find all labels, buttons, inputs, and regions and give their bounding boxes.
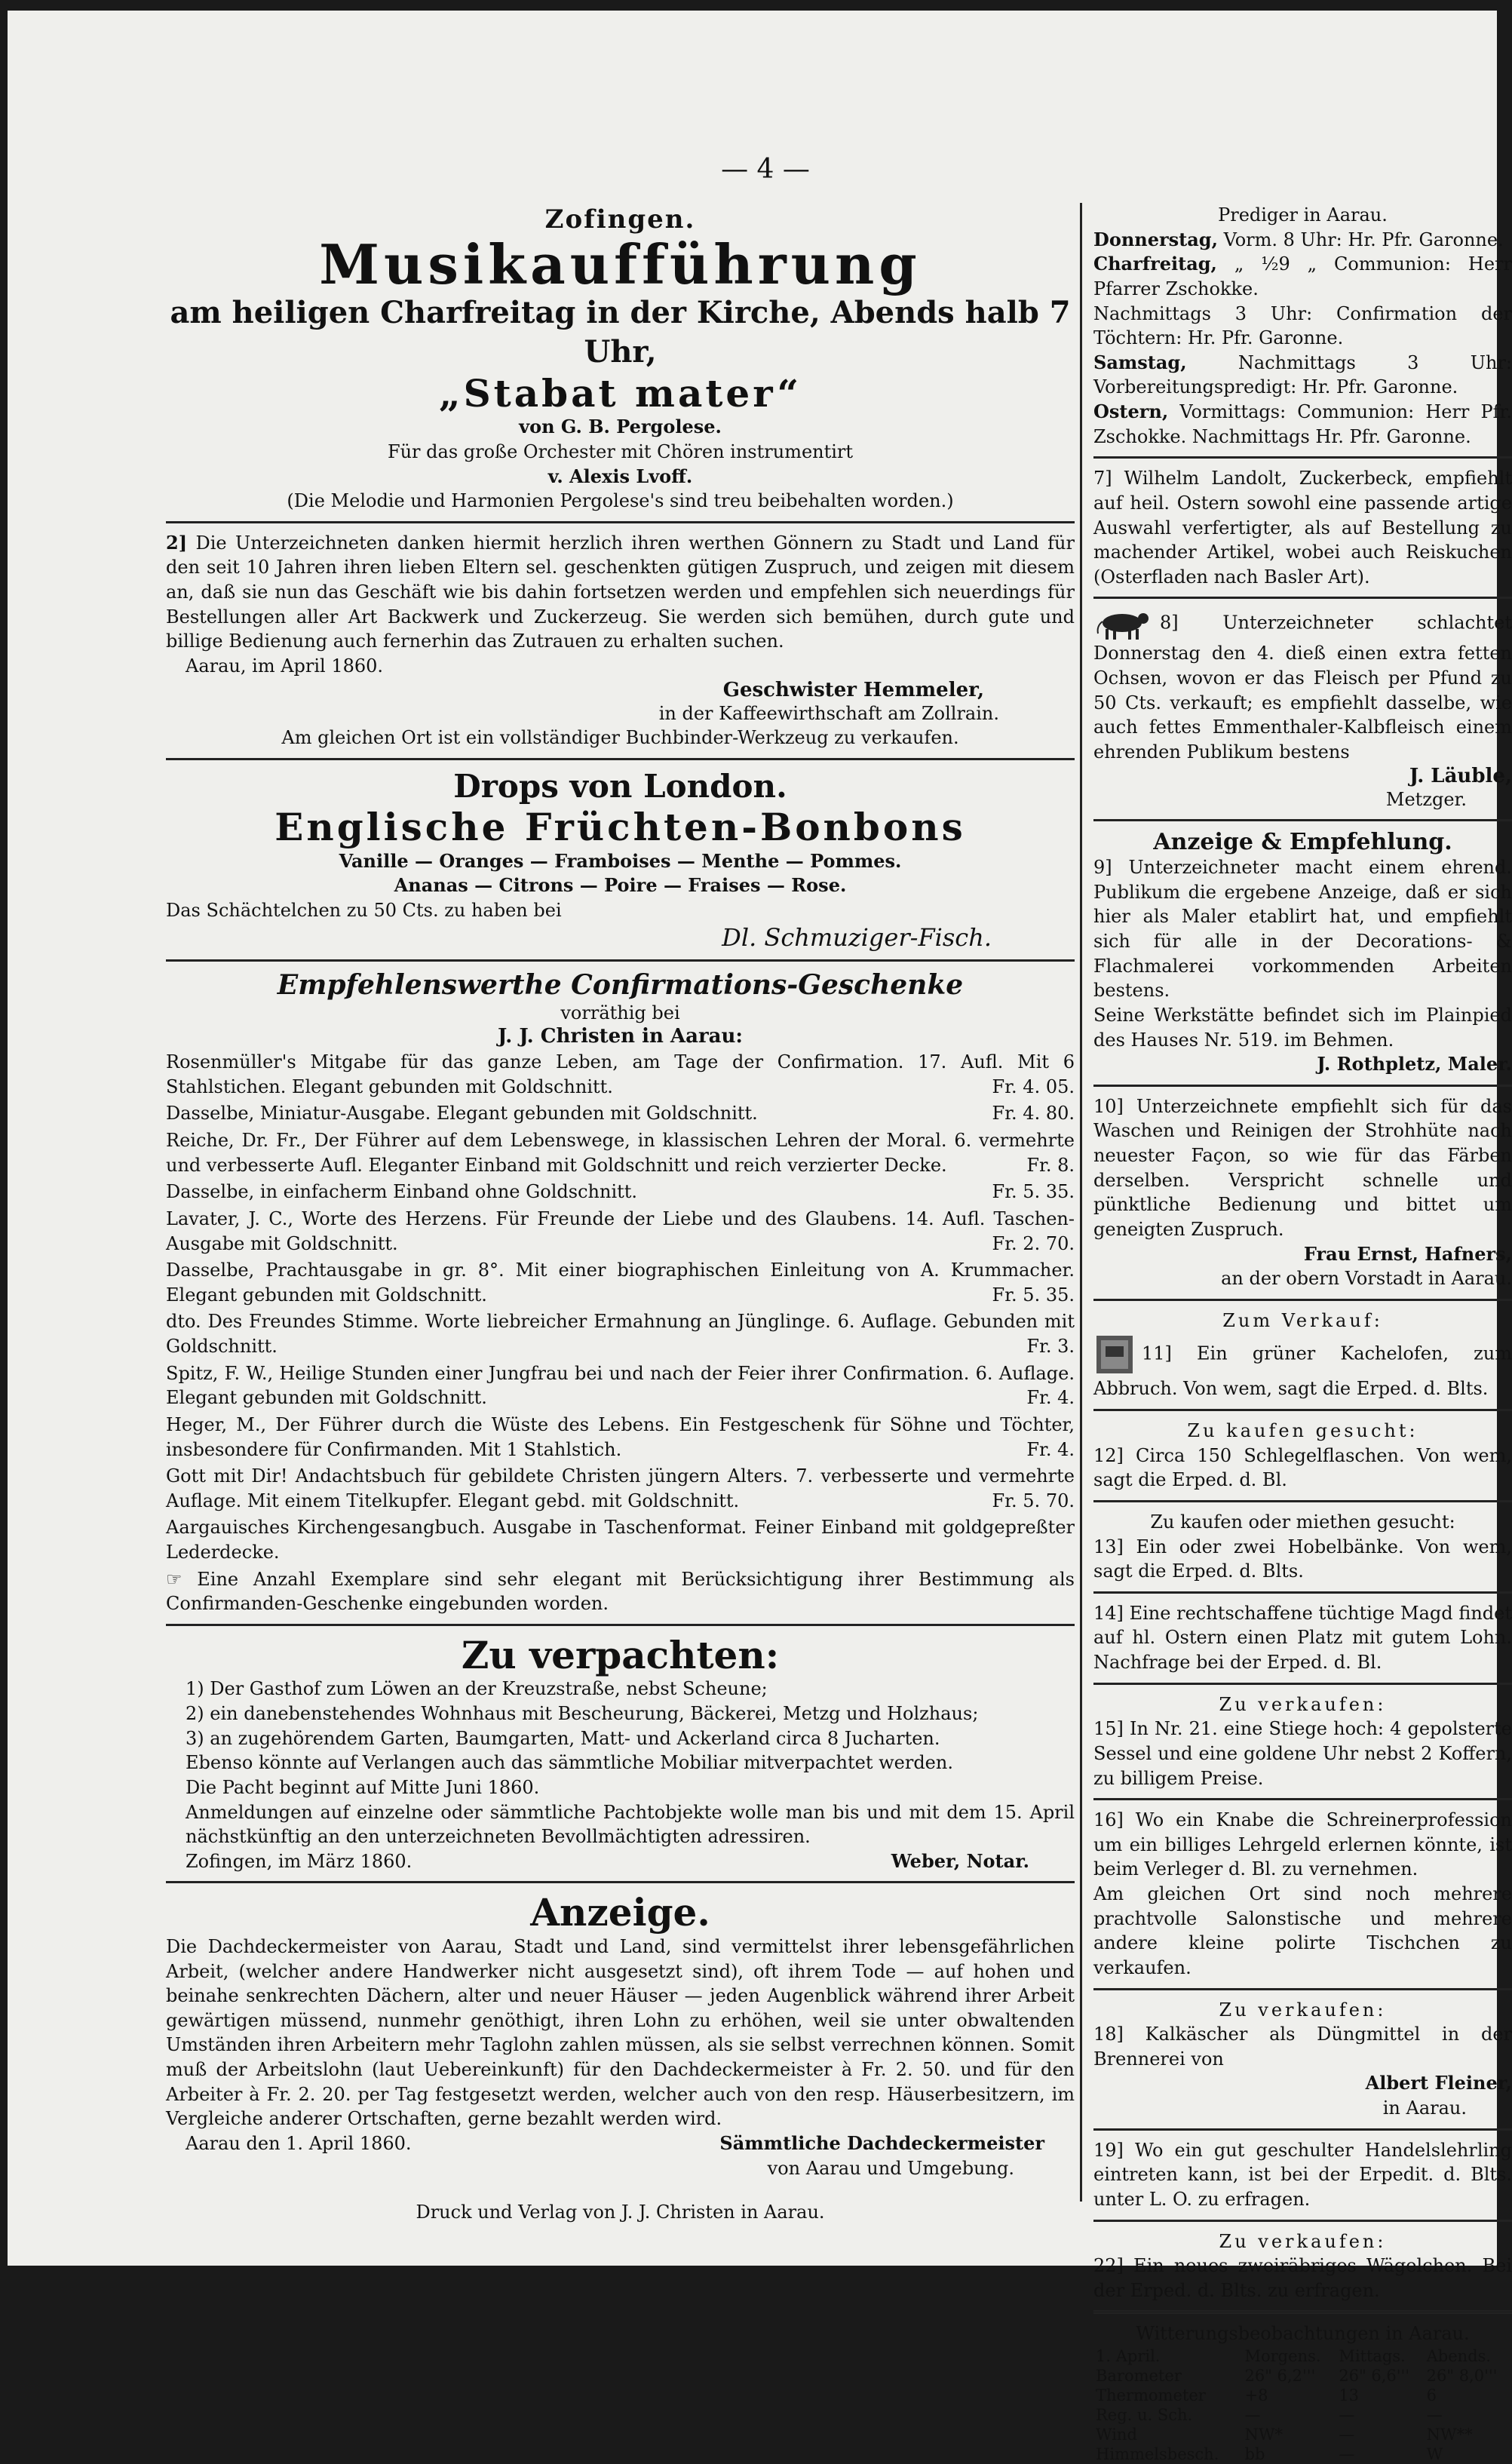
lease-text: Die Pacht beginnt auf Mitte Juni 1860. xyxy=(186,1776,540,1798)
notice-date: Aarau den 1. April 1860. xyxy=(186,2132,412,2154)
page-number: — 4 — xyxy=(721,154,810,185)
ad-text: 12] Circa 150 Schlegelflaschen. Von wem, sagt die Erped. d. Bl. xyxy=(1093,1444,1512,1491)
book-item: Rosenmüller's Mitgabe für das ganze Leben, am Tage der Confirmation. 17. Aufl. Mit 6 Stahlstichen. Elegant gebunden mit Goldschnitt. Fr. 4. 05. xyxy=(166,1051,1075,1097)
ad-signer: J. Rothpletz, Maler. xyxy=(1317,1053,1512,1076)
weather-row: Himmelsbesch. bb — W xyxy=(1096,2445,1443,2463)
ad-text: 18] Kalkäscher als Düngmittel in der Brennerei von xyxy=(1093,2024,1512,2070)
right-column xyxy=(1093,203,1512,2464)
drops-ad xyxy=(166,768,1075,952)
divider xyxy=(1093,1591,1512,1594)
lease-ad xyxy=(166,1634,1075,1874)
divider xyxy=(166,1881,1075,1883)
ad-note: Am gleichen Ort ist ein vollständiger Buchbinder-Werkzeug zu verkaufen. xyxy=(281,727,959,749)
sermon-row: Donnerstag, Vorm. 8 Uhr: Hr. Pfr. Garonne. xyxy=(1093,228,1504,250)
ad-text: 22] Ein neues zweiräbriges Wägelchen. Bei der Erped. d. Blts. zu erfragen. xyxy=(1093,2255,1512,2301)
divider xyxy=(166,959,1075,962)
drops-title: Drops von London. xyxy=(453,767,787,805)
divider xyxy=(1093,2220,1512,2222)
ad-13 xyxy=(1093,1510,1512,1584)
books-title: Empfehlenswerthe Confirmations-Geschenke xyxy=(277,968,964,1001)
concert-ad xyxy=(166,203,1075,514)
weather-row: Barometer 26" 6,2''' 26" 6,6''' 26" 8,0''' xyxy=(1096,2367,1498,2385)
concert-line1: am heiligen Charfreitag in der Kirche, Abends halb 7 Uhr, xyxy=(170,294,1071,370)
concert-composer: von G. B. Pergolese. xyxy=(519,416,722,438)
book-item: Dasselbe, Miniatur-Ausgabe. Elegant gebunden mit Goldschnitt. Fr. 4. 80. xyxy=(166,1103,1075,1125)
ad-7: 7] Wilhelm Landolt, Zuckerbeck, empfiehlt auf heil. Ostern sowohl eine passende artige Auswahl verfertigter, als auf Bestellung zu machender Artikel, wobei auch Reiskuchen (Osterfladen nach Basler Art). xyxy=(1093,468,1512,588)
drops-flavors-2: Ananas — Citrons — Poire — Fraises — Rose. xyxy=(394,874,847,897)
divider xyxy=(166,521,1075,523)
left-column xyxy=(166,203,1075,2180)
sermon-row: Ostern, Vormittags: Communion: Herr Pfr. Zschokke. Nachmittags Hr. Pfr. Garonne. xyxy=(1093,400,1512,447)
ad-date: Aarau, im April 1860. xyxy=(186,655,384,677)
ad-head: Zu kaufen gesucht: xyxy=(1187,1420,1418,1441)
sermon-row: Charfreitag, „ ½9 „ Communion: Herr Pfarrer Zschokke. xyxy=(1093,253,1512,299)
ad-19: 19] Wo ein gut geschulter Handelslehrling eintreten kann, ist bei der Erpedit. d. Blts. unter L. O. zu erfragen. xyxy=(1093,2139,1512,2210)
ad-text: Die Unterzeichneten danken hiermit herzlich ihren werthen Gönnern zu Stadt und Land für den seit 10 Jahren ihren lieben Eltern sel. geschenkten gütigen Zuspruch, und zeigen mit diesem an, daß sie nun das Geschäft wie bis dahin fortsetzen werden und empfehlen sich neuerdings für Bestellungen aller Art Backwerk und Zuckerzeug. Sie werden sich bemühen, durch gute und billige Bedienung auch fernerhin das Zutrauen zu erhalten suchen. xyxy=(166,532,1075,652)
book-item: Dasselbe, Prachtausgabe in gr. 8°. Mit einer biographischen Einleitung von A. Krummacher. Elegant gebunden mit Goldschnitt. Fr. 5. 35. xyxy=(166,1260,1075,1306)
ox-icon xyxy=(1093,606,1154,641)
divider xyxy=(1093,1683,1512,1685)
notice-text: Die Dachdeckermeister von Aarau, Stadt und Land, sind vermittelst ihrer lebensgefährlichen Arbeit, (welcher andere Handwerker nicht ausgesetzt sind), oft ihrem Tode — auf hohen und beinahe senkrechten Dächern, alter und neuer Häuser — jeden Augenblick während ihrer Arbeit gewärtigen müssend, nunmehr genöthigt, ihren Lohn zu erhöhen, weil sie unter obwaltenden Umständen ihren Arbeitern mehr Taglohn zahlen müssen, als sie selbst verrechnen können. Somit muß der Arbeitslohn (laut Uebereinkunft) für den Dachdeckermeister à Fr. 2. 50. und für den Arbeiter à Fr. 2. 20. per Tag festgesetzt werden, welcher auch von den resp. Häuserbesitzern, im Vergleiche anderer Ortschaften, gerne bezahlt werden wird. xyxy=(166,1935,1075,2130)
divider xyxy=(1093,819,1512,821)
ad-text: 9] Unterzeichneter macht einem ehrend. Publikum die ergebene Anzeige, daß er sich hier als Maler etablirt hat, und empfiehlt sich für alle in der Decorations- & Flachmalerei vorkommenden Arbeiten bestens. xyxy=(1093,857,1512,1002)
ad-text: Seine Werkstätte befindet sich im Plainpied des Hauses Nr. 519. im Behmen. xyxy=(1093,1004,1512,1051)
notice-signer: Sämmtliche Dachdeckermeister xyxy=(719,2131,1044,2154)
concert-place: Zofingen. xyxy=(544,204,696,235)
ad-2 xyxy=(166,531,1075,750)
ad-title: Anzeige & Empfehlung. xyxy=(1153,829,1452,856)
divider xyxy=(1093,1798,1512,1800)
newspaper-page xyxy=(8,11,1512,2463)
concert-arr2: v. Alexis Lvoff. xyxy=(547,465,693,487)
ad-12 xyxy=(1093,1419,1512,1493)
ad-14: 14] Eine rechtschaffene tüchtige Magd findet auf hl. Ostern einen Platz mit gutem Lohn. Nachfrage bei der Erped. d. Bl. xyxy=(1093,1602,1512,1673)
books-ad xyxy=(166,969,1075,1616)
column-divider xyxy=(1080,203,1082,2202)
divider xyxy=(1093,456,1512,459)
concert-arr1: Für das große Orchester mit Chören instrumentirt xyxy=(387,440,854,462)
ad-text: 8] Unterzeichneter schlachtet Donnerstag den 4. dieß einen extra fetten Ochsen, wovon er das Fleisch per Pfund zu 50 Cts. verkauft; es empfiehlt dasselbe, wie auch fettes Emmenthaler-Kalbfleisch einem ehrenden Publikum bestens xyxy=(1093,612,1512,763)
divider xyxy=(1093,1500,1512,1502)
ad-signer: Frau Ernst, Hafners, xyxy=(1303,1242,1512,1265)
divider xyxy=(1093,1988,1512,1990)
divider xyxy=(1093,597,1512,599)
ad-head: Zum Verkauf: xyxy=(1222,1309,1383,1331)
divider xyxy=(1093,1409,1512,1411)
ad-head: Zu kaufen oder miethen gesucht: xyxy=(1150,1511,1455,1533)
drops-price: Das Schächtelchen zu 50 Cts. zu haben bei xyxy=(166,899,562,921)
lease-text: Ebenso könnte auf Verlangen auch das sämmtliche Mobiliar mitverpachtet werden. xyxy=(186,1752,953,1774)
ad-signer: J. Läuble, xyxy=(1409,764,1512,787)
book-item: Heger, M., Der Führer durch die Wüste des Lebens. Ein Festgeschenk für Söhne und Töchter, insbesondere für Confirmanden. Mit 1 Stahlstich. Fr. 4. xyxy=(166,1413,1075,1460)
ad-number: 2] xyxy=(166,531,188,554)
divider xyxy=(1093,1299,1512,1301)
lease-date: Zofingen, im März 1860. xyxy=(186,1850,413,1872)
lease-item: 1) Der Gasthof zum Löwen an der Kreuzstraße, nebst Scheune; xyxy=(186,1678,768,1700)
concert-note: (Die Melodie und Harmonien Pergolese's sind treu beibehalten worden.) xyxy=(287,490,954,512)
ad-head: Zu verkaufen: xyxy=(1219,2230,1387,2252)
concert-work: „Stabat mater“ xyxy=(438,370,802,416)
lease-item: 3) an zugehörendem Garten, Baumgarten, Matt- und Ackerland circa 8 Jucharten. xyxy=(186,1727,940,1749)
sermon-row: Samstag, Nachmittags 3 Uhr: Vorbereitungspredigt: Hr. Pfr. Garonne. xyxy=(1093,351,1512,398)
book-item: Aargauisches Kirchengesangbuch. Ausgabe in Taschenformat. Feiner Einband mit goldgepreßter Lederdecke. xyxy=(166,1517,1075,1563)
divider xyxy=(1093,1085,1512,1087)
divider xyxy=(1093,2128,1512,2131)
drops-flavors-1: Vanille — Oranges — Framboises — Menthe — Pommes. xyxy=(339,849,902,872)
ad-text: 15] In Nr. 21. eine Stiege hoch: 4 gepolsterte Sessel und eine goldene Uhr nebst 2 Koffern, zu billigem Preise. xyxy=(1093,1718,1512,1789)
drops-seller: Dl. Schmuziger-Fisch. xyxy=(722,922,992,952)
ad-place: in Aarau. xyxy=(1382,2097,1467,2119)
ad-text: 13] Ein oder zwei Hobelbänke. Von wem, sagt die Erped. d. Blts. xyxy=(1093,1536,1512,1582)
ad-8 xyxy=(1093,606,1512,812)
ad-signer: Geschwister Hemmeler, xyxy=(722,678,984,701)
ad-text: 16] Wo ein Knabe die Schreinerprofession um ein billiges Lehrgeld erlernen könnte, ist beim Verleger d. Bl. zu vernehmen. xyxy=(1093,1809,1512,1880)
ad-text: 11] Ein grüner Kachelofen, zum Abbruch. Von wem, sagt die Erped. d. Blts. xyxy=(1093,1342,1512,1400)
books-note: ☞ Eine Anzahl Exemplare sind sehr elegant mit Berücksichtigung ihrer Bestimmung als Confirmanden-Geschenke eingebunden worden. xyxy=(166,1568,1075,1615)
book-item: Reiche, Dr. Fr., Der Führer auf dem Lebenswege, in klassischen Lehren der Moral. 6. vermehrte und verbesserte Aufl. Eleganter Einband mit Goldschnitt und reich verzierter Decke. Fr. 8. xyxy=(166,1130,1075,1176)
ad-22 xyxy=(1093,2229,1512,2303)
ad-text: Am gleichen Ort sind noch mehrere prachtvolle Salonstische und mehrere andere kleine polirte Tischchen zu verkaufen. xyxy=(1093,1883,1512,1978)
notice-title: Anzeige. xyxy=(530,1890,710,1935)
ad-16 xyxy=(1093,1808,1512,1980)
ad-15 xyxy=(1093,1692,1512,1791)
ad-signer: Albert Fleiner, xyxy=(1365,2072,1512,2094)
ad-signer2: an der obern Vorstadt in Aarau. xyxy=(1221,1268,1512,1290)
lease-item: 2) ein danebenstehendes Wohnhaus mit Bescheurung, Bäckerei, Metzg und Holzhaus; xyxy=(186,1703,979,1725)
book-item: Lavater, J. C., Worte des Herzens. Für Freunde der Liebe und des Glaubens. 14. Aufl. Taschen-Ausgabe mit Goldschnitt. Fr. 2. 70. xyxy=(166,1207,1075,1254)
weather-row: Wind NW* — NW** xyxy=(1096,2426,1473,2444)
weather xyxy=(1093,2321,1512,2464)
weather-header: 1. April. Morgens. Mittags. Abends. xyxy=(1096,2347,1492,2365)
weather-title: Witterungsbeobachtungen in Aarau. xyxy=(1136,2323,1470,2345)
weather-row: Thermometer +8 13 6 xyxy=(1096,2386,1437,2404)
notice-signer2: von Aarau und Umgebung. xyxy=(767,2157,1014,2179)
notice-ad xyxy=(166,1891,1075,2180)
page-inner xyxy=(53,11,1512,2463)
weather-row: Reg. u. Sch. — — — xyxy=(1096,2406,1443,2424)
sermons xyxy=(1093,203,1512,449)
ad-head: Zu verkaufen: xyxy=(1219,1999,1387,2021)
ad-18 xyxy=(1093,1998,1512,2121)
ad-signer-place: in der Kaffeewirthschaft am Zollrain. xyxy=(658,702,999,724)
ad-10 xyxy=(1093,1094,1512,1291)
oven-icon xyxy=(1093,1333,1136,1376)
book-item: dto. Des Freundes Stimme. Worte liebreicher Ermahnung an Jünglinge. 6. Auflage. Gebunden mit Goldschnitt. Fr. 3. xyxy=(166,1311,1075,1358)
lease-signer: Weber, Notar. xyxy=(891,1849,1029,1872)
concert-title: Musikaufführung xyxy=(319,232,922,297)
book-item: Dasselbe, in einfacherm Einband ohne Goldschnitt. Fr. 5. 35. xyxy=(166,1181,1075,1203)
lease-title: Zu verpachten: xyxy=(461,1632,780,1677)
sermons-title: Prediger in Aarau. xyxy=(1218,204,1388,226)
sermon-row: Nachmittags 3 Uhr: Confirmation der Töchtern: Hr. Pfr. Garonne. xyxy=(1093,302,1512,349)
ad-text: 10] Unterzeichnete empfiehlt sich für das Waschen und Reinigen der Strohhüte nach neuester Façon, so wie für das Färben derselben. Verspricht schnelle und pünktliche Bedienung und bittet um geneigten Zuspruch. xyxy=(1093,1095,1512,1240)
ad-head: Zu verkaufen: xyxy=(1219,1693,1387,1715)
divider xyxy=(166,1624,1075,1626)
book-item: Spitz, F. W., Heilige Stunden einer Jungfrau bei und nach der Feier ihrer Confirmation. 6. Auflage. Elegant gebunden mit Goldschnitt. Fr. 4. xyxy=(166,1362,1075,1409)
book-item: Gott mit Dir! Andachtsbuch für gebildete Christen jüngern Alters. 7. verbesserte und vermehrte Auflage. Mit einem Titelkupfer. Elegant gebd. mit Goldschnitt. Fr. 5. 70. xyxy=(166,1465,1075,1511)
ad-role: Metzger. xyxy=(1385,788,1467,810)
weather-table xyxy=(1093,2346,1512,2464)
drops-subtitle: Englische Früchten-Bonbons xyxy=(274,805,966,850)
books-sub1: vorräthig bei xyxy=(560,1002,680,1023)
ad-11 xyxy=(1093,1309,1512,1401)
imprint: Druck und Verlag von J. J. Christen in Aarau. xyxy=(416,2202,825,2223)
divider xyxy=(166,758,1075,760)
books-seller: J. J. Christen in Aarau: xyxy=(498,1025,743,1048)
lease-text: Anmeldungen auf einzelne oder sämmtliche Pachtobjekte wolle man bis und mit dem 15. April nächstkünftig an den unterzeichneten Bevollmächtigten adressiren. xyxy=(186,1801,1075,1848)
divider xyxy=(1093,2310,1512,2314)
ad-9 xyxy=(1093,829,1512,1077)
